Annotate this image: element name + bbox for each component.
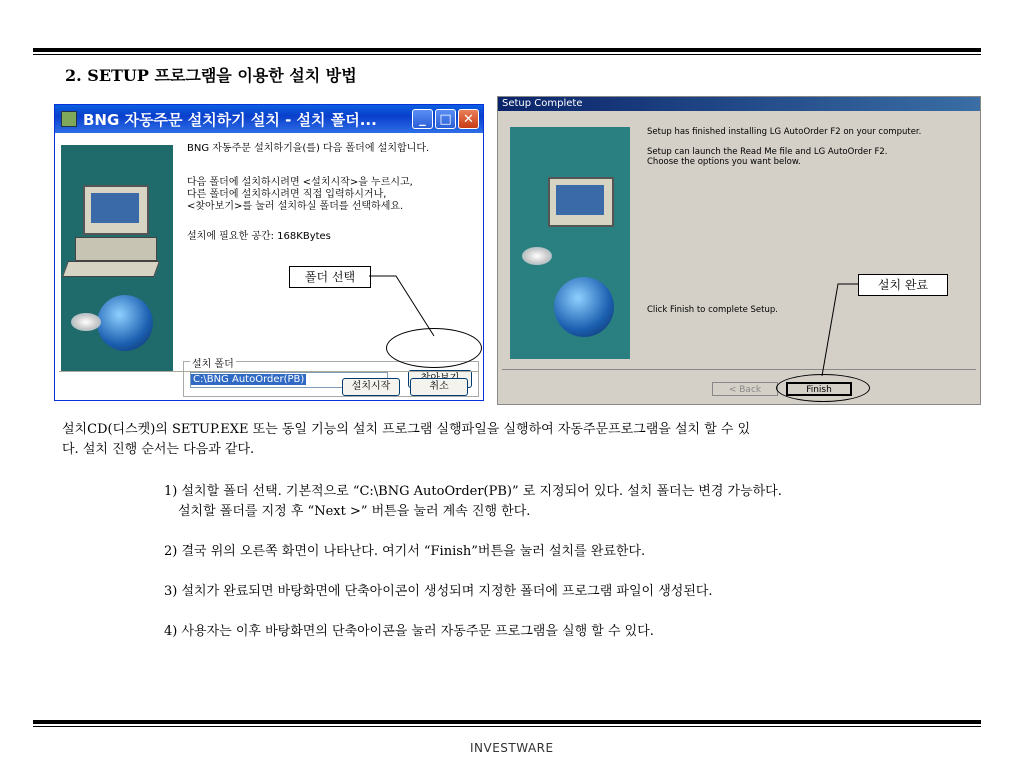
dialog-title: BNG 자동주문 설치하기 설치 - 설치 폴더... [83,110,377,129]
top-rule [33,48,981,52]
step-3: 3) 설치가 완료되면 바탕화면에 단축아이콘이 생성되며 지정한 폴더에 프로그램 파일이 생성된다. [164,584,713,599]
cancel-button[interactable]: 취소 [410,378,468,396]
maximize-button[interactable]: □ [435,109,456,129]
computer-icon [83,185,149,235]
launch-text: Setup can launch the Read Me file and LG AutoOrder F2. [647,147,888,157]
app-icon [61,111,77,127]
instruction-line1: 다음 폴더에 설치하시려면 <설치시작>을 누르시고, [187,177,413,188]
step-4: 4) 사용자는 이후 바탕화면의 단축아이콘을 눌러 자동주문 프로그램을 실행 할 수 있다. [164,624,654,639]
cd-icon [522,247,552,265]
finished-text: Setup has finished installing LG AutoOrder F2 on your computer. [647,127,922,137]
bottom-rule-thin [33,726,981,727]
instruction-line3: <찾아보기>를 눌러 설치하실 폴더를 선택하세요. [187,201,404,212]
finish-highlight-oval [776,374,870,402]
installshield-illustration [510,127,630,359]
setup-complete-dialog [497,96,981,405]
section-heading: 2. SETUP 프로그램을 이용한 설치 방법 [65,66,357,85]
finish-instruction: Click Finish to complete Setup. [647,305,778,315]
options-text: Choose the options you want below. [647,157,801,167]
back-button[interactable]: < Back [712,382,778,396]
folder-label: 설치 폴더 [190,355,236,370]
install-intro: BNG 자동주문 설치하기을(를) 다음 폴더에 설치합니다. [187,143,430,154]
top-rule-thin [33,54,981,55]
bottom-rule [33,720,981,724]
globe-icon [97,295,153,351]
cd-icon [71,313,101,331]
globe-icon [554,277,614,337]
instruction-line2: 다른 폴더에 설치하시려면 직접 입력하시거나, [187,189,387,200]
setup-complete-callout: 설치 완료 [858,274,948,296]
browse-highlight-oval [386,328,482,368]
step-1: 1) 설치할 폴더 선택. 기본적으로 “C:\BNG AutoOrder(PB)” 로 지정되어 있다. 설치 폴더는 변경 가능하다. [164,484,782,499]
space-required: 설치에 필요한 공간: 168KBytes [187,231,331,242]
close-button[interactable]: ✕ [458,109,479,129]
investware-logo: INVESTWARE [470,741,554,755]
minimize-button[interactable]: _ [412,109,433,129]
intro-paragraph-line2: 다. 설치 진행 순서는 다음과 같다. [62,442,255,457]
folder-select-callout: 폴더 선택 [289,266,371,288]
step-2: 2) 결국 위의 오른쪽 화면이 나타난다. 여기서 “Finish”버튼을 눌러 설치를 완료한다. [164,544,646,559]
dialog-titlebar [55,105,483,133]
finish-button[interactable]: Finish [786,382,852,396]
folder-path-input[interactable]: C:\BNG AutoOrder(PB) [190,372,388,388]
installer-illustration [61,145,173,371]
dialog-title: Setup Complete [498,97,980,111]
computer-icon [548,177,614,227]
step-1-continued: 설치할 폴더를 지정 후 “Next >” 버튼을 눌러 계속 진행 한다. [178,504,531,519]
start-install-button[interactable]: 설치시작 [342,378,400,396]
intro-paragraph-line1: 설치CD(디스켓)의 SETUP.EXE 또는 동일 기능의 설치 프로그램 실행파일을 실행하여 자동주문프로그램을 설치 할 수 있 [62,422,751,437]
